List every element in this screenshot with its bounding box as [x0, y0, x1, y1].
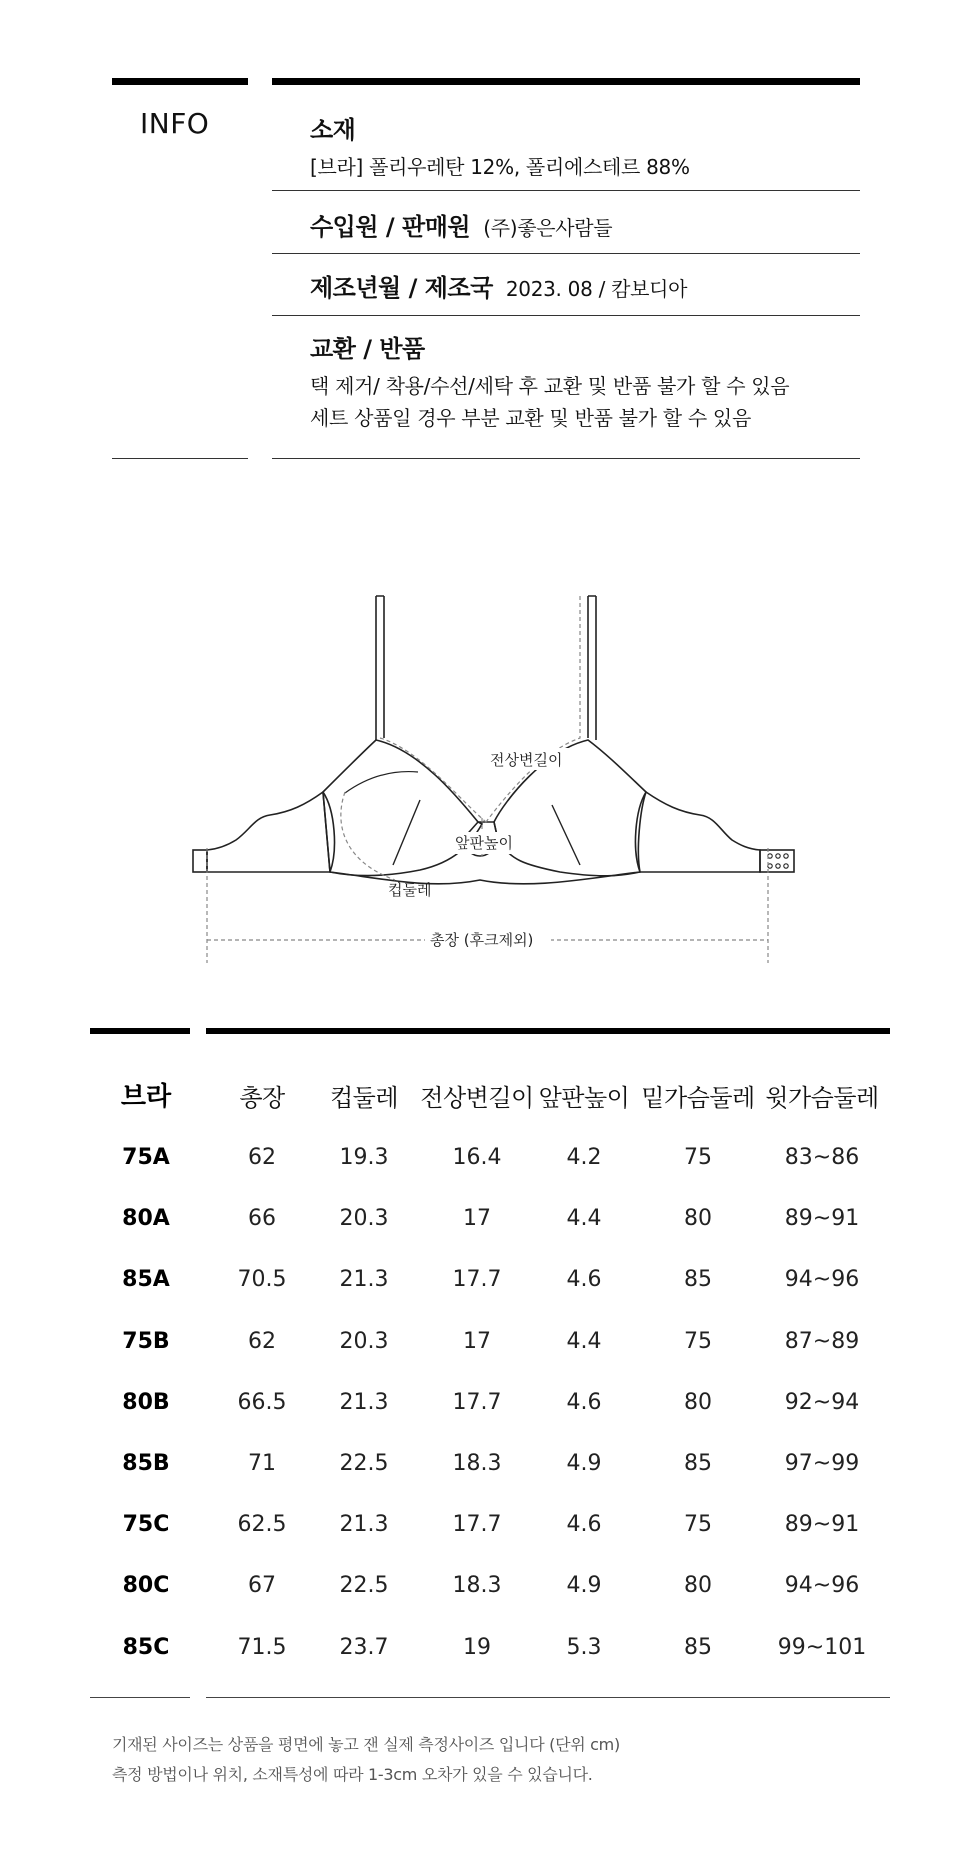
cup-measure-line: [341, 792, 395, 880]
table-cell: 83~86: [784, 1145, 860, 1170]
exchange-line-2: 세트 상품일 경우 부분 교환 및 반품 불가 할 수 있음: [310, 406, 751, 430]
table-cell: 70.5: [237, 1267, 287, 1293]
table-cell: 94~96: [784, 1573, 860, 1599]
row-size: 80C: [122, 1573, 170, 1599]
table-cell: 17.7: [452, 1267, 502, 1293]
table-row: [0, 1206, 960, 1246]
row-size: 75C: [122, 1512, 170, 1538]
table-cell: 17: [463, 1328, 491, 1354]
left-cup: [323, 740, 482, 876]
table-cell: 85: [684, 1451, 712, 1476]
table-cell: 75: [684, 1145, 712, 1170]
table-cell: 66.5: [237, 1389, 287, 1415]
table-cell: 22.5: [339, 1451, 389, 1476]
material-value: [브라] 폴리우레탄 12%, 폴리에스테르 88%: [310, 155, 690, 179]
info-bar-right: [272, 78, 860, 85]
table-row: [0, 1329, 960, 1369]
exchange-line-1: 택 제거/ 착용/수선/세탁 후 교환 및 반품 불가 할 수 있음: [310, 374, 790, 398]
info-material: [310, 110, 860, 183]
header-band-length: 전상변길이: [420, 1084, 534, 1112]
table-cell: 92~94: [784, 1389, 860, 1415]
table-cell: 66: [248, 1206, 276, 1232]
mfg-label: 제조년월 / 제조국: [310, 274, 493, 302]
table-cell: 99~101: [777, 1634, 867, 1660]
table-cell: 21.3: [339, 1267, 389, 1293]
table-cell: 62: [248, 1328, 276, 1354]
table-cell: 4.6: [566, 1512, 602, 1538]
bra-measurement-diagram: [0, 560, 960, 980]
row-size: 75B: [122, 1328, 170, 1354]
table-cell: 80: [684, 1389, 712, 1415]
table-cell: 94~96: [784, 1267, 860, 1293]
table-cell: 71: [248, 1451, 276, 1476]
table-bar-right: [206, 1028, 890, 1034]
row-size: 85C: [122, 1634, 170, 1660]
label-front-height: 앞판높이: [455, 834, 513, 852]
table-cell: 87~89: [784, 1328, 860, 1354]
table-cell: 85: [684, 1634, 712, 1660]
label-cup-circumference: 컵둘레: [388, 881, 432, 899]
table-cell: 18.3: [452, 1573, 502, 1599]
info-bar-left: [112, 78, 248, 85]
label-band-length: 전상변길이: [490, 751, 563, 769]
table-row: [0, 1267, 960, 1307]
table-cell: 19: [463, 1634, 491, 1660]
table-row: [0, 1451, 960, 1491]
importer-label: 수입원 / 판매원: [310, 213, 471, 241]
table-cell: 4.2: [566, 1145, 602, 1170]
info-importer: [310, 207, 860, 242]
table-cell: 80: [684, 1206, 712, 1232]
row-size: 80A: [122, 1206, 170, 1232]
table-cell: 5.3: [566, 1634, 602, 1660]
table-cell: 89~91: [784, 1206, 860, 1232]
right-band: [638, 792, 760, 872]
table-cell: 20.3: [339, 1206, 389, 1232]
label-total-length: 총장 (후크제외): [430, 931, 534, 949]
table-cell: 21.3: [339, 1389, 389, 1415]
table-row: [0, 1635, 960, 1675]
table-bottom-rule-left: [90, 1697, 190, 1698]
table-cell: 62.5: [237, 1512, 287, 1538]
row-size: 85B: [122, 1451, 170, 1476]
band-measure-line-right: [486, 596, 580, 822]
table-cell: 20.3: [339, 1328, 389, 1354]
table-cell: 19.3: [339, 1145, 389, 1170]
table-cell: 18.3: [452, 1451, 502, 1476]
table-cell: 4.9: [566, 1573, 602, 1599]
table-row: [0, 1145, 960, 1185]
table-cell: 17.7: [452, 1389, 502, 1415]
table-cell: 71.5: [237, 1634, 287, 1660]
table-cell: 16.4: [452, 1145, 502, 1170]
note-line-1: 기재된 사이즈는 상품을 평면에 놓고 잰 실제 측정사이즈 입니다 (단위 cm): [112, 1735, 620, 1754]
table-cell: 4.6: [566, 1389, 602, 1415]
row-size: 85A: [122, 1267, 170, 1293]
header-cup: 컵둘레: [329, 1084, 399, 1112]
bra-illustration: [0, 560, 960, 980]
material-label: 소재: [310, 116, 356, 144]
note-line-2: 측정 방법이나 위치, 소재특성에 따라 1-3cm 오차가 있을 수 있습니다.: [112, 1765, 593, 1784]
info-exchange: [310, 329, 860, 434]
divider: [272, 190, 860, 191]
table-cell: 21.3: [339, 1512, 389, 1538]
left-strap: [376, 596, 384, 740]
header-bra: 브라: [120, 1082, 172, 1112]
table-cell: 67: [248, 1573, 276, 1599]
table-cell: 17: [463, 1206, 491, 1232]
size-table-header: [0, 1072, 960, 1112]
table-cell: 75: [684, 1328, 712, 1354]
left-band: [207, 792, 330, 872]
divider: [272, 253, 860, 254]
table-cell: 75: [684, 1512, 712, 1538]
divider: [272, 315, 860, 316]
table-cell: 89~91: [784, 1512, 860, 1538]
row-size: 80B: [122, 1389, 170, 1415]
header-bust: 윗가슴둘레: [765, 1084, 879, 1112]
mfg-value: 2023. 08 / 캄보디아: [505, 277, 688, 301]
table-row: [0, 1512, 960, 1552]
table-cell: 23.7: [339, 1634, 389, 1660]
table-bar-left: [90, 1028, 190, 1034]
table-row: [0, 1573, 960, 1613]
band-measure-line-left: [380, 738, 486, 822]
header-underbust: 밑가슴둘레: [641, 1084, 755, 1112]
table-cell: 4.4: [566, 1206, 602, 1232]
table-bottom-rule-right: [206, 1697, 890, 1698]
table-cell: 85: [684, 1267, 712, 1293]
importer-value: (주)좋은사람들: [483, 216, 613, 240]
right-hook-tab: [760, 850, 794, 872]
table-cell: 62: [248, 1145, 276, 1170]
left-hook-tab: [193, 850, 207, 872]
table-cell: 80: [684, 1573, 712, 1599]
info-bottom-rule-right: [272, 458, 860, 459]
table-cell: 4.9: [566, 1451, 602, 1476]
exchange-label: 교환 / 반품: [310, 335, 425, 363]
info-title: INFO: [140, 107, 210, 140]
info-bottom-rule-left: [112, 458, 248, 459]
table-cell: 4.6: [566, 1267, 602, 1293]
row-size: 75A: [122, 1145, 170, 1170]
table-row: [0, 1390, 960, 1430]
header-total-length: 총장: [239, 1084, 285, 1112]
table-cell: 97~99: [784, 1451, 860, 1476]
info-manufacture: [310, 268, 860, 303]
header-front-height: 앞판높이: [538, 1084, 630, 1112]
table-cell: 17.7: [452, 1512, 502, 1538]
right-strap: [588, 596, 596, 740]
table-cell: 4.4: [566, 1328, 602, 1354]
table-cell: 22.5: [339, 1573, 389, 1599]
